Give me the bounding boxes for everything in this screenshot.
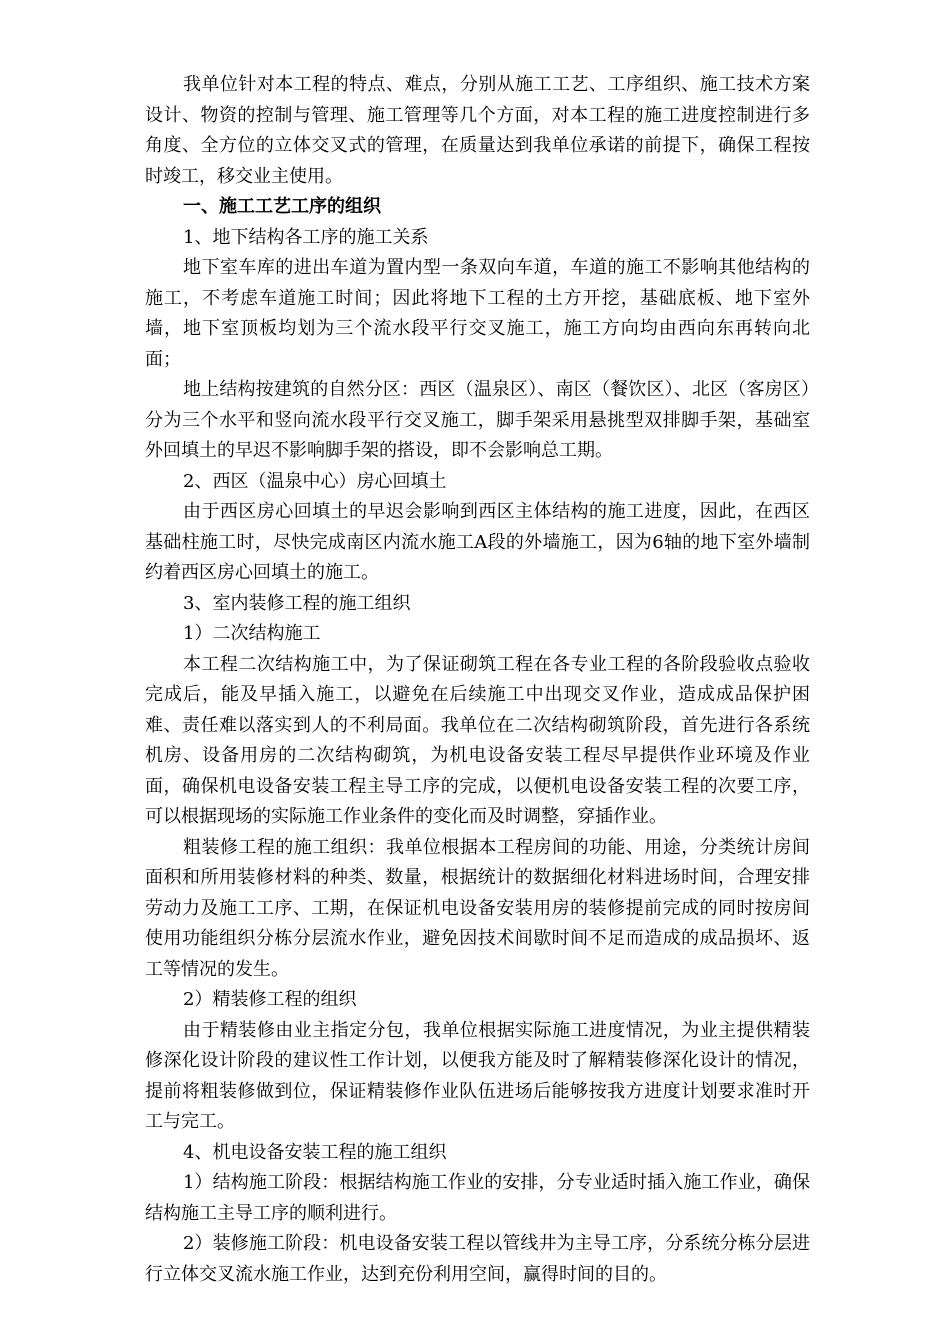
subheading-interior-decoration: 3、室内装修工程的施工组织: [183, 592, 411, 614]
paragraph-above-ground-structure: 地上结构按建筑的自然分区：西区（温泉区）、南区（餐饮区）、北区（客房区）分为三个水平和竖向流水段平行交叉施工，脚手架采用悬挑型双排脚手架，基础室外回填土的早迟不影响脚手架的搭设，即不会影响总工期。: [145, 379, 810, 461]
intro-paragraph: 我单位针对本工程的特点、难点，分别从施工工艺、工序组织、施工技术方案设计、物资的控制与管理、施工管理等几个方面，对本工程的施工进度控制进行多角度、全方位的立体交叉式的管理，在质量达到我单位承诺的前提下，确保工程按时竣工，移交业主使用。: [145, 74, 810, 187]
paragraph-fine-decoration: 由于精装修由业主指定分包，我单位根据实际施工进度情况，为业主提供精装修深化设计阶段的建议性工作计划，以便我方能及时了解精装修深化设计的情况，提前将粗装修做到位，保证精装修作业队伍进场后能够按我方进度计划要求准时开工与完工。: [145, 1019, 810, 1132]
paragraph-mep-structure-stage: 1）结构施工阶段：根据结构施工作业的安排，分专业适时插入施工作业，确保结构施工主导工序的顺利进行。: [145, 1172, 810, 1224]
subheading-mep-installation: 4、机电设备安装工程的施工组织: [183, 1141, 447, 1163]
paragraph-rough-decoration: 粗装修工程的施工组织：我单位根据本工程房间的功能、用途，分类统计房间面积和所用装修材料的种类、数量，根据统计的数据细化材料进场时间，合理安排劳动力及施工工序、工期，在保证机电设备安装用房的装修提前完成的同时按房间使用功能组织分栋分层流水作业，避免因技术间歇时间不足而造成的成品损坏、返工等情况的发生。: [145, 836, 810, 980]
subheading-west-backfill: 2、西区（温泉中心）房心回填土: [183, 470, 447, 492]
paragraph-west-backfill: 由于西区房心回填土的早迟会影响到西区主体结构的施工进度，因此，在西区基础柱施工时，尽快完成南区内流水施工A段的外墙施工，因为6轴的地下室外墙制约着西区房心回填土的施工。: [145, 501, 810, 583]
paragraph-mep-decoration-stage: 2）装修施工阶段：机电设备安装工程以管线井为主导工序，分系统分栋分层进行立体交叉流水施工作业，达到充份利用空间，赢得时间的目的。: [145, 1233, 810, 1285]
paragraph-secondary-structure: 本工程二次结构施工中，为了保证砌筑工程在各专业工程的各阶段验收点验收完成后，能及早插入施工，以避免在后续施工中出现交叉作业，造成成品保护困难、责任难以落实到人的不利局面。我单位在二次结构砌筑阶段，首先进行各系统机房、设备用房的二次结构砌筑，为机电设备安装工程尽早提供作业环境及作业面，确保机电设备安装工程主导工序的完成，以便机电设备安装工程的次要工序，可以根据现场的实际施工作业条件的变化而及时调整，穿插作业。: [145, 653, 810, 827]
paragraph-underground-garage: 地下室车库的进出车道为置内型一条双向车道，车道的施工不影响其他结构的施工，不考虑车道施工时间；因此将地下工程的土方开挖，基础底板、地下室外墙，地下室顶板均划为三个流水段平行交叉施工，施工方向均由西向东再转向北面；: [145, 257, 810, 370]
subheading-secondary-structure: 1）二次结构施工: [183, 623, 321, 644]
document-body: [145, 70, 810, 1290]
subheading-underground-relations: 1、地下结构各工序的施工关系: [183, 226, 429, 248]
section-heading-1: 一、施工工艺工序的组织: [183, 196, 381, 217]
subheading-fine-decoration: 2）精装修工程的组织: [183, 989, 357, 1010]
